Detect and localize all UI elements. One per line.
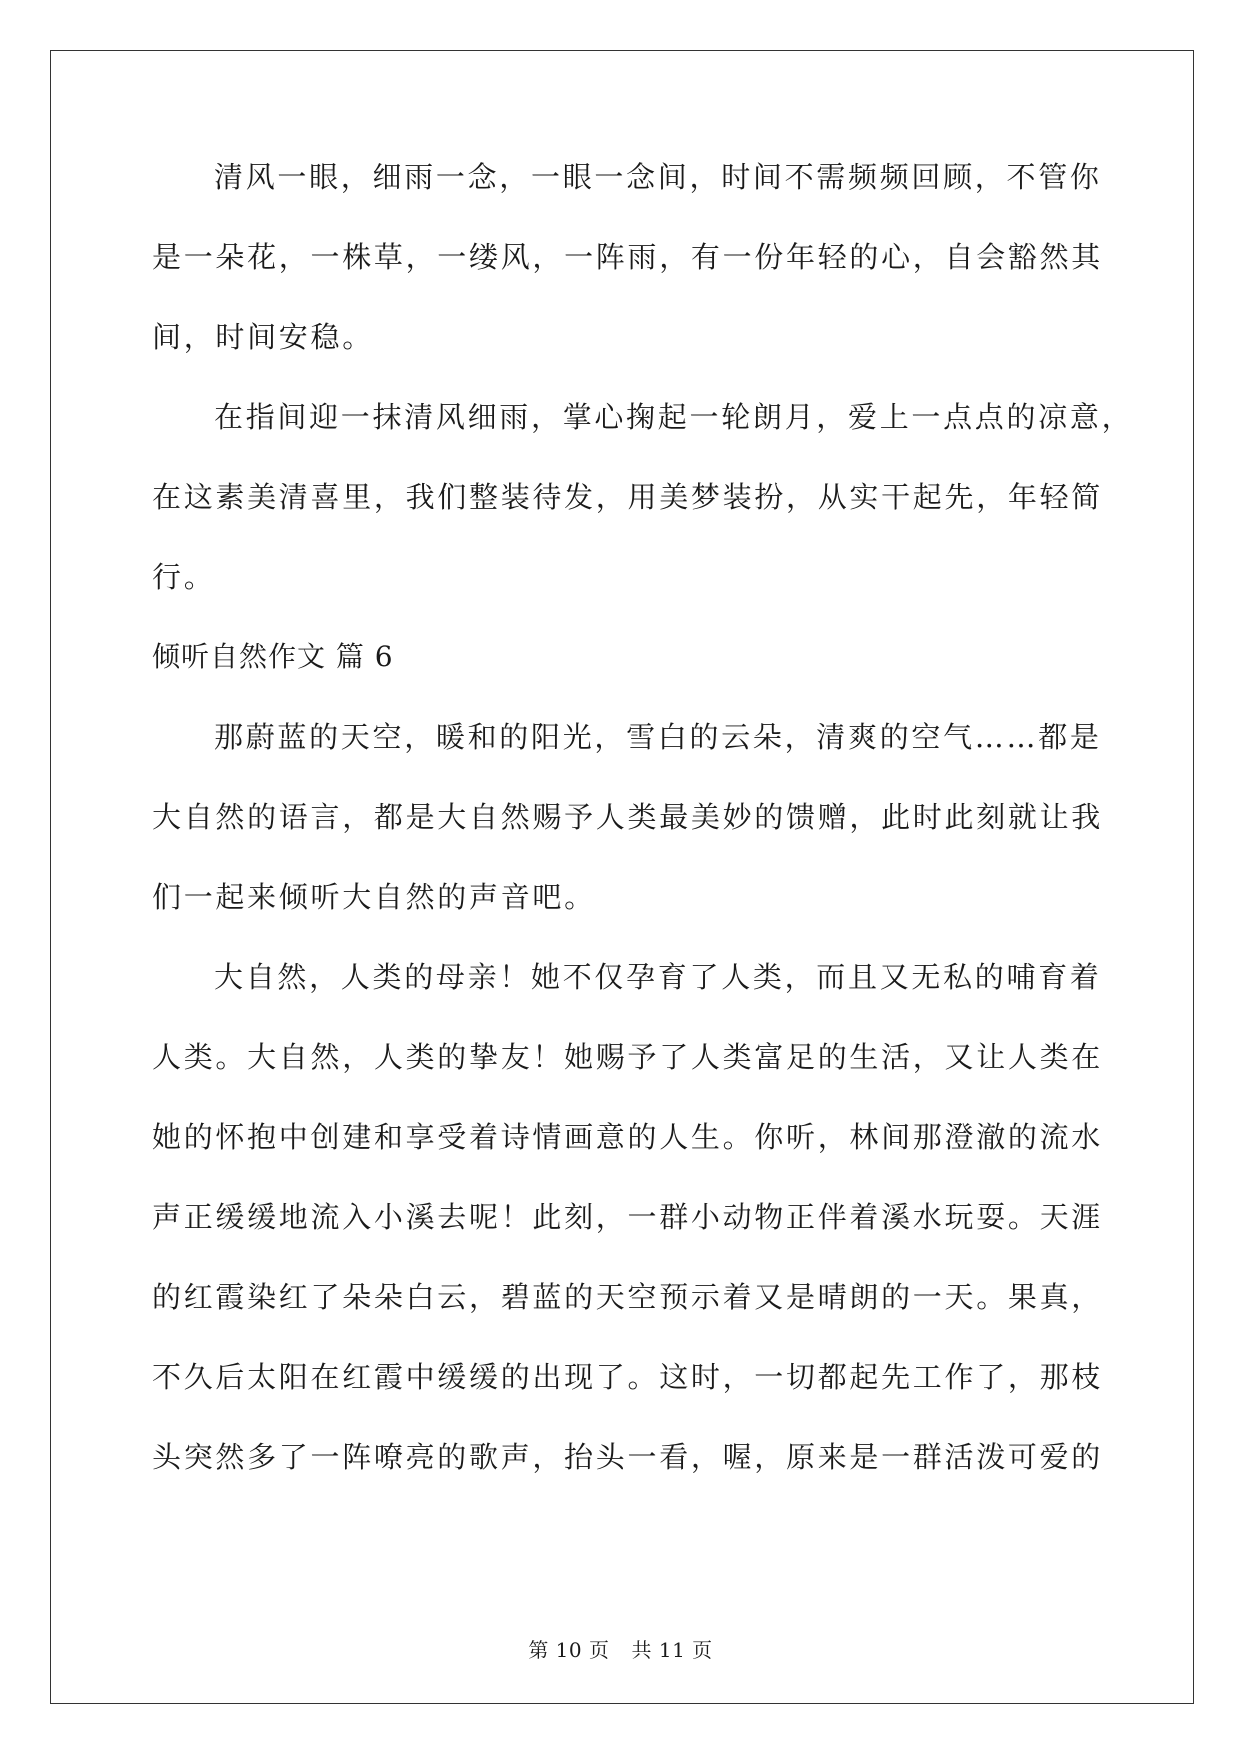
text-line: 是一朵花，一株草，一缕风，一阵雨，有一份年轻的心，自会豁然其 <box>152 240 1104 274</box>
page-number-total: 共 11 页 <box>631 1638 713 1662</box>
text-line: 头突然多了一阵嘹亮的歌声，抬头一看，喔，原来是一群活泼可爱的 <box>152 1440 1104 1474</box>
text-line: 声正缓缓地流入小溪去呢！此刻，一群小动物正伴着溪水玩耍。天涯 <box>152 1200 1104 1234</box>
text-line: 人类。大自然，人类的挚友！她赐予了人类富足的生活，又让人类在 <box>152 1040 1104 1074</box>
text-line: 的红霞染红了朵朵白云，碧蓝的天空预示着又是晴朗的一天。果真， <box>152 1280 1104 1314</box>
paragraph <box>152 960 1104 1520</box>
paragraph <box>152 720 1104 960</box>
text-line: 间，时间安稳。 <box>152 320 374 354</box>
section-heading: 倾听自然作文 篇 6 <box>152 640 394 673</box>
text-line: 大自然的语言，都是大自然赐予人类最美妙的馈赠，此时此刻就让我 <box>152 800 1104 834</box>
document-body <box>152 160 1134 1520</box>
page-footer <box>0 1634 1241 1663</box>
text-line: 在这素美清喜里，我们整装待发，用美梦装扮，从实干起先，年轻简 <box>152 480 1104 514</box>
text-line: 不久后太阳在红霞中缓缓的出现了。这时，一切都起先工作了，那枝 <box>152 1360 1104 1394</box>
text-line: 她的怀抱中创建和享受着诗情画意的人生。你听，林间那澄澈的流水 <box>152 1120 1104 1154</box>
text-line: 在指间迎一抹清风细雨，掌心掬起一轮朗月，爱上一点点的凉意， <box>214 400 1134 434</box>
text-line: 行。 <box>152 560 216 594</box>
page-number-current: 第 10 页 <box>528 1638 610 1662</box>
text-line: 清风一眼，细雨一念，一眼一念间，时间不需频频回顾，不管你 <box>214 160 1102 194</box>
paragraph <box>152 400 1134 640</box>
text-line: 那蔚蓝的天空，暖和的阳光，雪白的云朵，清爽的空气……都是 <box>214 720 1102 754</box>
text-line: 们一起来倾听大自然的声音吧。 <box>152 880 596 914</box>
paragraph <box>152 160 1104 400</box>
text-line: 大自然，人类的母亲！她不仅孕育了人类，而且又无私的哺育着 <box>214 960 1102 994</box>
